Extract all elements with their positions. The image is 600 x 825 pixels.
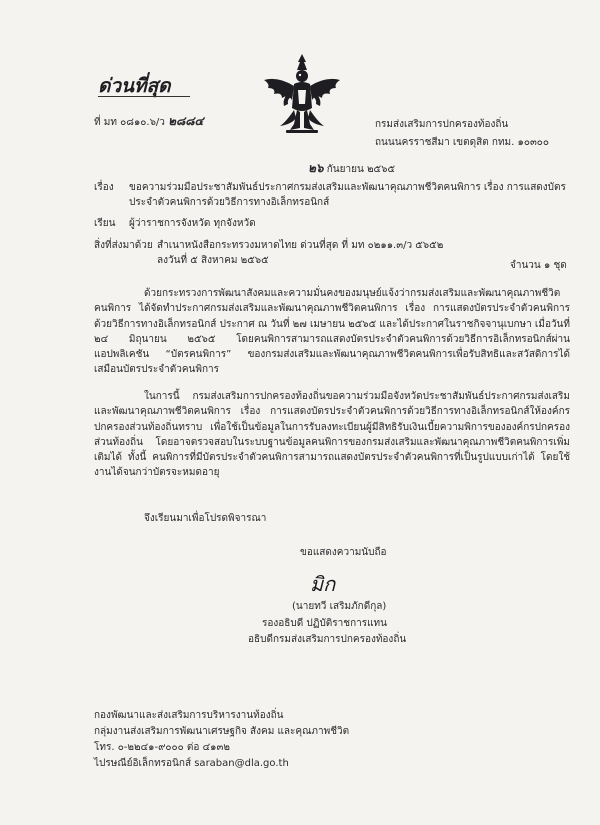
footer-group: กลุ่มงานส่งเสริมการพัฒนาเศรษฐกิจ สังคม และคุณภาพชีวิต <box>94 726 350 737</box>
garuda-emblem-icon <box>260 52 344 136</box>
subject-label: เรื่อง <box>94 182 114 193</box>
attachment-line-2: ลงวันที่ ๕ สิงหาคม ๒๕๖๕ <box>157 255 269 266</box>
reference-handwritten-number: ๒๘๘๔ <box>168 114 204 128</box>
date-day-handwritten: ๒๖ <box>308 161 324 175</box>
signature-mark: มิก <box>310 572 336 596</box>
footer-email: ไปรษณีย์อิเล็กทรอนิกส์ saraban@dla.go.th <box>94 758 289 769</box>
body-paragraph-1 <box>94 286 570 378</box>
sender-org: กรมส่งเสริมการปกครองท้องถิ่น <box>375 119 509 130</box>
subject-line-1: ขอความร่วมมือประชาสัมพันธ์ประกาศกรมส่งเสริมและพัฒนาคุณภาพชีวิตคนพิการ เรื่อง การแสดงบัตร <box>129 182 566 193</box>
body-paragraph-2-text: ในการนี้ กรมส่งเสริมการปกครองท้องถิ่นขอความร่วมมือจังหวัดประชาสัมพันธ์ประกาศกรมส่งเสริมและพัฒนาคุณภาพชีวิตคนพิการ เรื่อง การแสดงบัตรประจำตัวคนพิการด้วยวิธีการทางอิเล็กทรอนิกส์ให้องค์กรปกครองส่วนท้องถิ่นทราบ เพื่อใช้เป็นข้อมูลในการรับลงทะเบียนผู้มีสิทธิรับเงินเบี้ยความพิการขององค์กรปกครองส่วนท้องถิ่น โดยอาจตรวจสอบในระบบฐานข้อมูลคนพิการของกรมส่งเสริมและพัฒนาคุณภาพชีวิตคนพิการเพิ่มเติมได้ ทั้งนี้ คนพิการที่มีบัตรประจำตัวคนพิการสามารถแสดงบัตรประจำตัวคนพิการที่เป็นรูปแบบเก่าได้ โดยใช้งานได้จนกว่าบัตรจะหมดอายุ <box>94 391 570 479</box>
body-paragraph-2 <box>94 389 570 481</box>
document-date <box>308 161 395 177</box>
body-paragraph-1-text: ด้วยกระทรวงการพัฒนาสังคมและความมั่นคงของมนุษย์แจ้งว่ากรมส่งเสริมและพัฒนาคุณภาพชีวิตคนพิการ ได้จัดทำประกาศกรมส่งเสริมและพัฒนาคุณภาพชีวิตคนพิการ เรื่อง การแสดงบัตรประจำตัวคนพิการด้วยวิธีการทางอิเล็กทรอนิกส์ ประกาศ ณ วันที่ ๒๗ เมษายน ๒๕๖๕ และได้ประกาศในราชกิจจานุเบกษา เมื่อวันที่ ๒๔ มิถุนายน ๒๕๖๕ โดยคนพิการสามารถแสดงบัตรประจำตัวคนพิการด้วยวิธีการอิเล็กทรอนิกส์ผ่านแอปพลิเคชัน “บัตรคนพิการ” ของกรมส่งเสริมและพัฒนาคุณภาพชีวิตคนพิการเพื่อรับสิทธิและสวัสดิการได้เสมือนบัตรประจำตัวคนพิการ <box>94 288 570 376</box>
signer-name: (นายทวี เสริมภักดีกุล) <box>292 601 387 612</box>
body-paragraph-3: จึงเรียนมาเพื่อโปรดพิจารณา <box>144 513 267 524</box>
reference-prefix: ที่ มท ๐๘๑๐.๖/ว <box>94 117 165 128</box>
sender-address: ถนนนครราชสีมา เขตดุสิต กทม. ๑๐๓๐๐ <box>375 137 549 148</box>
signer-position-2: อธิบดีกรมส่งเสริมการปกครองท้องถิ่น <box>248 634 407 645</box>
closing-regards: ขอแสดงความนับถือ <box>300 547 387 558</box>
reference-number <box>94 114 204 130</box>
recipient-text: ผู้ว่าราชการจังหวัด ทุกจังหวัด <box>129 218 256 229</box>
footer-phone: โทร. ๐-๒๒๔๑-๙๐๐๐ ต่อ ๔๑๓๒ <box>94 742 230 753</box>
attachment-line-1: สำเนาหนังสือกระทรวงมหาดไทย ด่วนที่สุด ที่ มท ๐๒๑๑.๓/ว ๕๖๕๒ <box>157 240 444 251</box>
attachment-label: สิ่งที่ส่งมาด้วย <box>94 240 153 251</box>
signer-position-1: รองอธิบดี ปฏิบัติราชการแทน <box>262 618 387 629</box>
date-month-year: กันยายน ๒๕๖๕ <box>326 164 396 175</box>
recipient-label: เรียน <box>94 218 116 229</box>
urgency-stamp: ด่วนที่สุด <box>98 75 171 97</box>
footer-division: กองพัฒนาและส่งเสริมการบริหารงานท้องถิ่น <box>94 710 284 721</box>
urgency-underline <box>98 96 190 97</box>
attachment-count: จำนวน ๑ ชุด <box>510 260 567 271</box>
subject-line-2: ประจำตัวคนพิการด้วยวิธีการทางอิเล็กทรอนิกส์ <box>129 197 330 208</box>
